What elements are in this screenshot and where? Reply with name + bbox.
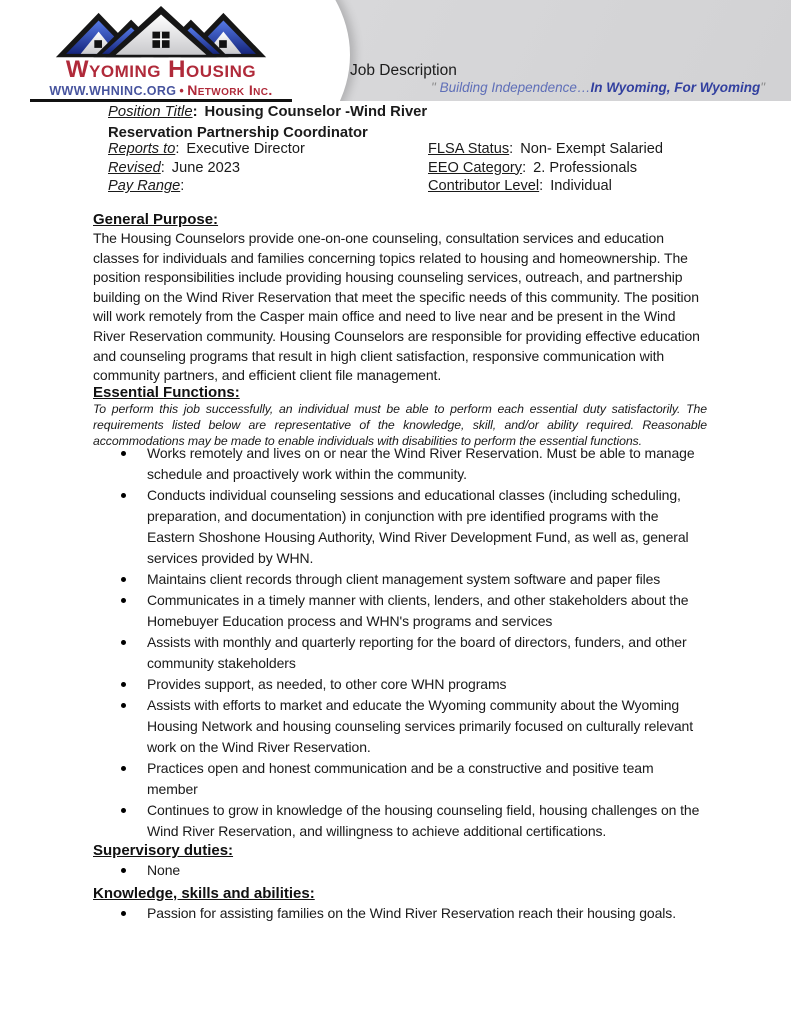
logo-network-name: Network Inc.: [187, 82, 273, 98]
field-value: 2. Professionals: [533, 159, 637, 176]
field-revised: [108, 159, 428, 178]
knowledge-skills-list: [93, 903, 707, 924]
list-item: Assists with monthly and quarterly reporting for the board of directors, funders, and other community stakeholders: [93, 632, 707, 674]
colon: :: [509, 141, 514, 157]
list-item: Practices open and honest communication and be a constructive and positive team member: [93, 758, 707, 800]
colon: :: [192, 104, 198, 120]
field-value: Non- Exempt Salaried: [520, 141, 663, 157]
list-item: Assists with efforts to market and educate the Wyoming community about the Wyoming Housing Network and housing counseling services primarily focused on culturally relevant work on the Wind River Reservation.: [93, 695, 707, 758]
field-flsa-status: [428, 140, 748, 159]
field-label: Reports to: [108, 141, 176, 157]
company-logo: [30, 6, 292, 98]
general-purpose-paragraph: The Housing Counselors provide one-on-one counseling, consultation services and education classes for individuals and families concerning topics related to housing and homeownership. The position responsibilities include providing housing counseling services, outreach, and partnership building on the Wind River Reservation that meet the specific needs of this community. The position will work remotely from the Casper main office and need to live near and be present in the Wind River Reservation community. Housing Counselors are responsible for providing effective education and counseling programs that result in high client satisfaction, responsive communication with community partners, and efficient client file management.: [93, 230, 700, 384]
list-item: Conducts individual counseling sessions and educational classes (including scheduling, preparation, and documentation) in conjunction with pre identified programs with the Eastern Shoshone Housing Authority, Wind River Development Fund, as well as, general services provided by WHN.: [93, 485, 707, 569]
field-label: FLSA Status: [428, 141, 510, 157]
list-item: Continues to grow in knowledge of the housing counseling field, housing challenges on the Wind River Reservation, and willingness to achieve additional certifications.: [93, 800, 707, 842]
field-reports-to: [108, 140, 428, 159]
list-item: Provides support, as needed, to other core WHN programs: [93, 674, 707, 695]
position-title-value: Housing Counselor -Wind River Reservation Partnership Coordinator: [108, 104, 428, 141]
list-item: Works remotely and lives on or near the Wind River Reservation. Must be able to manage schedule and proactively work within the community.: [93, 443, 707, 485]
logo-subtitle: [30, 83, 292, 98]
field-value: June 2023: [171, 159, 240, 176]
colon: :: [175, 141, 180, 157]
field-value: Individual: [550, 178, 612, 195]
supervisory-duties-list: [93, 860, 707, 881]
position-title-block: [108, 102, 448, 144]
tagline-bold: In Wyoming, For Wyoming: [590, 80, 761, 95]
company-tagline: [431, 80, 765, 95]
section-heading-general-purpose: General Purpose:: [93, 211, 219, 228]
field-contributor-level: [428, 177, 748, 196]
colon: :: [160, 159, 165, 176]
essential-functions-list: [93, 443, 707, 842]
field-value: Executive Director: [186, 141, 305, 157]
colon: :: [522, 159, 527, 176]
section-heading-supervisory-duties: Supervisory duties:: [93, 842, 234, 859]
section-heading-knowledge-skills: Knowledge, skills and abilities:: [93, 885, 315, 902]
list-item: Passion for assisting families on the Wind River Reservation reach their housing goals.: [93, 903, 707, 924]
field-label: Contributor Level: [428, 178, 540, 195]
list-item: Communicates in a timely manner with clients, lenders, and other stakeholders about the Homebuyer Education process and WHN's programs and services: [93, 590, 707, 632]
list-item: Maintains client records through client management system software and paper files: [93, 569, 707, 590]
logo-url: WWW.WHNINC.ORG: [49, 84, 177, 98]
essential-functions-disclaimer: To perform this job successfully, an individual must be able to perform each essential duty satisfactorily. The requirements listed below are representative of the knowledge, skill, and/or ability required. Reasonable accommodations may be made to enable individuals with disabilities to perform the essential functions.: [93, 402, 707, 448]
field-label: Revised: [108, 159, 161, 176]
tagline-close-quote: ": [760, 80, 765, 95]
field-pay-range: [108, 177, 428, 196]
list-item: None: [93, 860, 707, 881]
roofline-logo-icon: [53, 6, 269, 59]
field-label: Pay Range: [108, 178, 181, 195]
section-heading-essential-functions: Essential Functions:: [93, 384, 240, 401]
tagline-regular: Building Independence…: [439, 80, 591, 95]
document-type-label: Job Description: [350, 62, 457, 79]
position-title-label: Position Title: [108, 104, 193, 120]
meta-fields: [108, 140, 748, 196]
colon: :: [180, 178, 185, 195]
logo-title: Wyoming Housing: [65, 56, 257, 83]
bullet-separator-icon: •: [179, 84, 185, 98]
tagline-open-quote: ": [431, 80, 440, 95]
field-label: EEO Category: [428, 159, 523, 176]
colon: :: [539, 178, 544, 195]
field-eeo-category: [428, 159, 748, 178]
